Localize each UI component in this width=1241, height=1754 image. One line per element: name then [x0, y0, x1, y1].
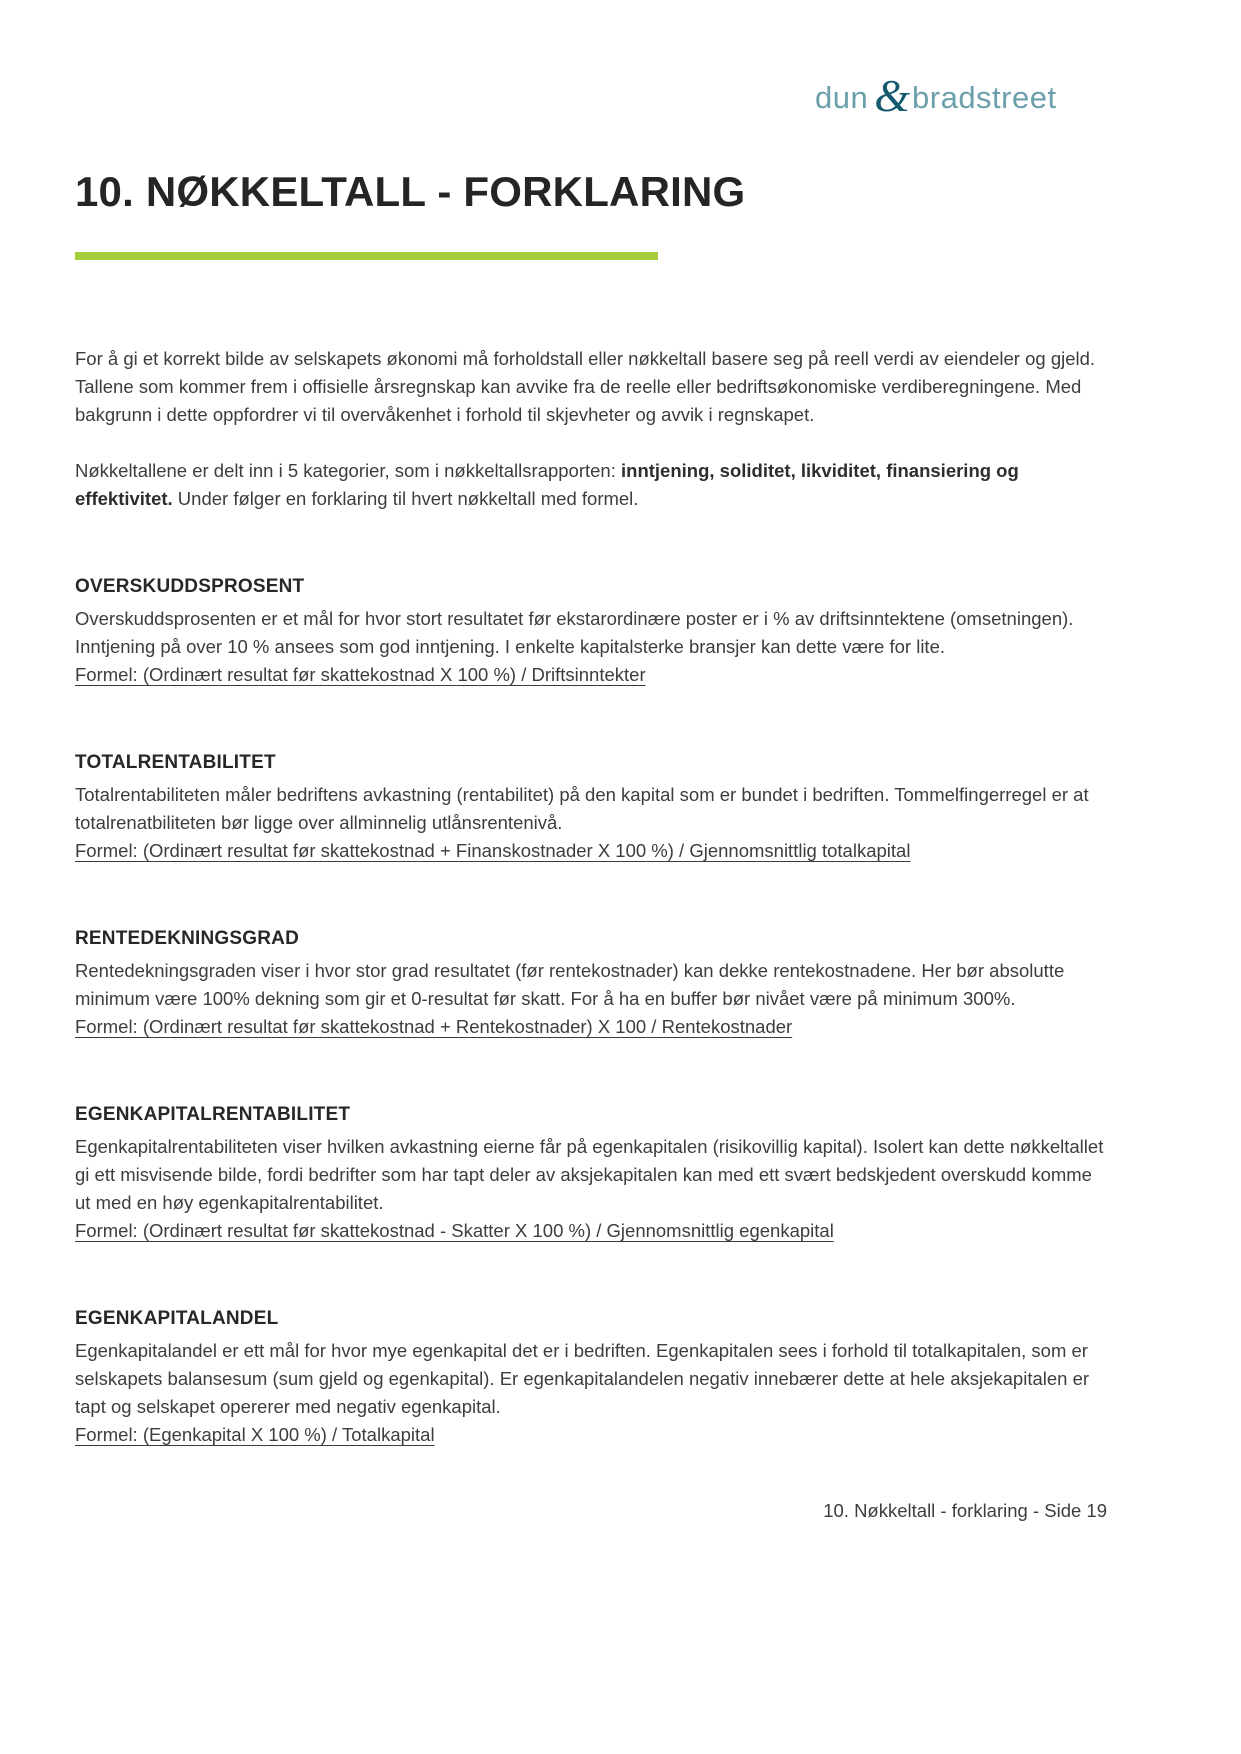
intro-paragraph-2-post: Under følger en forklaring til hvert nøkkeltall med formel. — [172, 488, 639, 509]
section-body: Rentedekningsgraden viser i hvor stor grad resultatet (før rentekostnader) kan dekke rentekostnadene. Her bør absolutte minimum være 100% dekning som gir et 0-resultat før skatt. For å ha en buffer bør nivået være på minimum 300%. — [75, 960, 1065, 1009]
logo-word-dun: dun — [815, 80, 869, 115]
document-body — [75, 345, 1107, 1449]
page-title: 10. NØKKELTALL - FORKLARING — [75, 168, 746, 215]
logo-word-bradstreet: bradstreet — [912, 80, 1057, 115]
section-rentedekningsgrad — [75, 925, 1107, 1041]
title-underline-rule — [75, 252, 658, 260]
section-heading: TOTALRENTABILITET — [75, 752, 276, 773]
section-body: Egenkapitalandel er ett mål for hvor mye egenkapital det er i bedriften. Egenkapitalen sees i forhold til totalkapitalen, som er selskapets balansesum (sum gjeld og egenkapital). Er egenkapitalandelen negativ innebærer dette at hele aksjekapitalen er tapt og selskapet opererer med negativ egenkapital. — [75, 1340, 1090, 1417]
section-heading: EGENKAPITALANDEL — [75, 1308, 279, 1329]
section-body: Overskuddsprosenten er et mål for hvor stort resultatet før ekstarordinære poster er i % av driftsinntektene (omsetningen). Inntjening på over 10 % ansees som god inntjening. I enkelte kapitalsterke bransjer kan dette være for lite. — [75, 608, 1074, 657]
section-formula: Formel: (Ordinært resultat før skattekostnad + Finanskostnader X 100 %) / Gjennomsnittlig totalkapital — [75, 840, 911, 861]
section-formula: Formel: (Egenkapital X 100 %) / Totalkapital — [75, 1424, 435, 1445]
intro-paragraph-2 — [75, 457, 1107, 513]
intro-paragraph-2-pre: Nøkkeltallene er delt inn i 5 kategorier, som i nøkkeltallsrapporten: — [75, 460, 622, 481]
section-formula: Formel: (Ordinært resultat før skattekostnad X 100 %) / Driftsinntekter — [75, 664, 646, 685]
section-body: Totalrentabiliteten måler bedriftens avkastning (rentabilitet) på den kapital som er bundet i bedriften. Tommelfingerregel er at totalrenatbiliteten bør ligge over allminnelig utlånsrentenivå. — [75, 784, 1089, 833]
intro-paragraph-2-categories: inntjening, soliditet, likviditet, finansiering og effektivitet. — [75, 460, 1019, 509]
page-footer: 10. Nøkkeltall - forklaring - Side 19 — [823, 1500, 1107, 1521]
section-formula: Formel: (Ordinært resultat før skattekostnad - Skatter X 100 %) / Gjennomsnittlig egenkapital — [75, 1220, 834, 1241]
section-body: Egenkapitalrentabiliteten viser hvilken avkastning eierne får på egenkapitalen (risikovillig kapital). Isolert kan dette nøkkeltallet gi ett misvisende bilde, fordi bedrifter som har tapt deler av aksjekapitalen kan med ett svært bedskjedent overskudd komme ut med en høy egenkapitalrentabilitet. — [75, 1136, 1104, 1213]
logo-ampersand-icon: & — [874, 70, 911, 121]
section-heading: OVERSKUDDSPROSENT — [75, 576, 305, 597]
section-egenkapitalandel — [75, 1305, 1107, 1449]
section-formula: Formel: (Ordinært resultat før skattekostnad + Rentekostnader) X 100 / Rentekostnader — [75, 1016, 793, 1037]
section-heading: EGENKAPITALRENTABILITET — [75, 1104, 351, 1125]
section-totalrentabilitet — [75, 749, 1107, 865]
section-overskuddsprosent — [75, 573, 1107, 689]
section-egenkapitalrentabilitet — [75, 1101, 1107, 1245]
dun-bradstreet-logo — [815, 66, 1057, 119]
intro-paragraph-1: For å gi et korrekt bilde av selskapets økonomi må forholdstall eller nøkkeltall basere seg på reell verdi av eiendeler og gjeld. Tallene som kommer frem i offisielle årsregnskap kan avvike fra de reelle eller bedriftsøkonomiske verdiberegningene. Med bakgrunn i dette oppfordrer vi til overvåkenhet i forhold til skjevheter og avvik i regnskapet. — [75, 348, 1096, 425]
title-block — [75, 168, 745, 260]
section-heading: RENTEDEKNINGSGRAD — [75, 928, 300, 949]
